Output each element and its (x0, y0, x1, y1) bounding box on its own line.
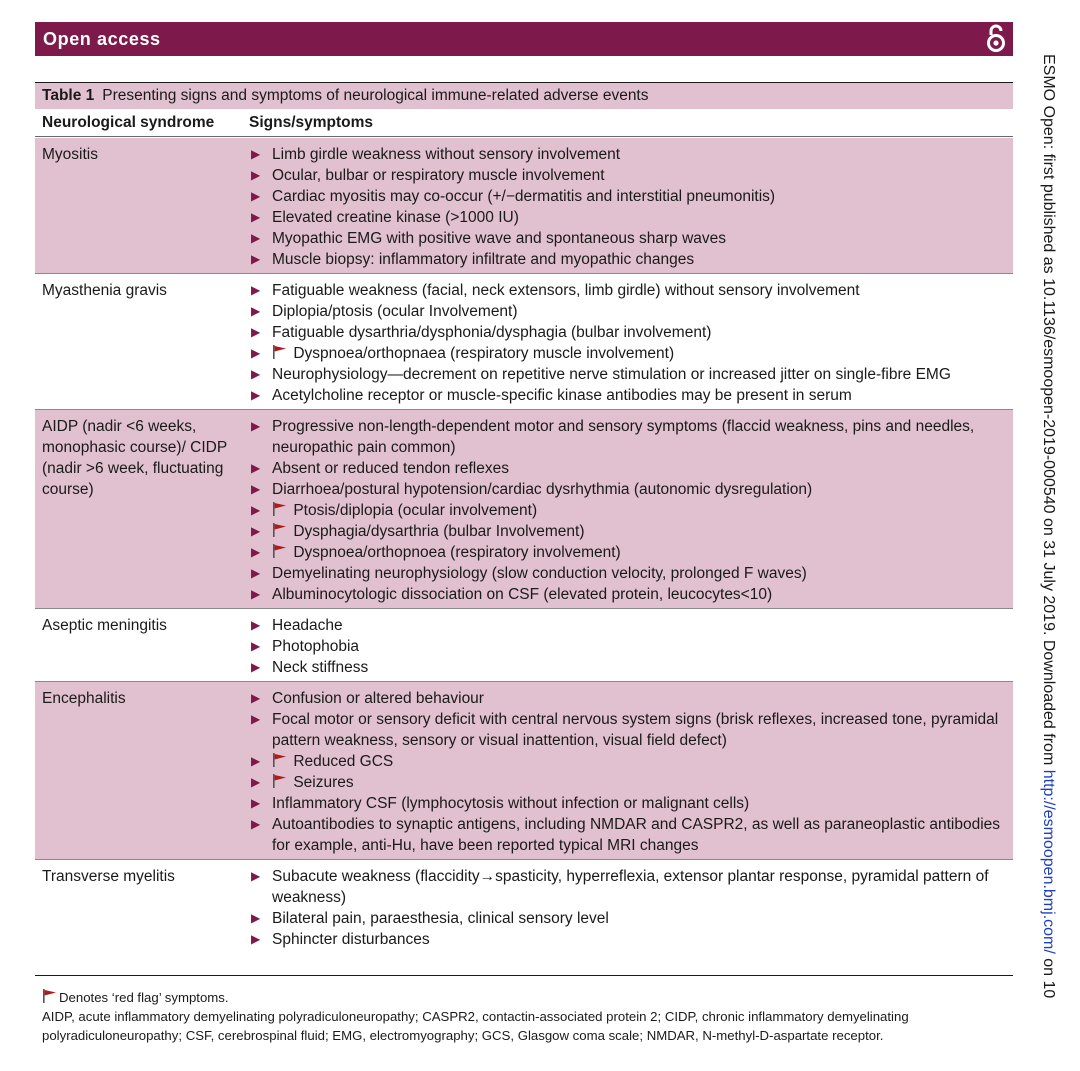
sign-item (249, 500, 1013, 521)
sign-item (249, 343, 1013, 364)
sign-text: Inflammatory CSF (lymphocytosis without infection or malignant cells) (272, 795, 750, 812)
sign-text: Subacute weakness (flaccidity→spasticity, hyperreflexia, extensor plantar response, pyramidal pattern of weakness) (272, 868, 989, 906)
table-column-headers (35, 109, 1013, 137)
sign-text: Limb girdle weakness without sensory involvement (272, 146, 621, 163)
sign-text: Autoantibodies to synaptic antigens, including NMDAR and CASPR2, as well as paraneoplastic antibodies for example, anti-Hu, have been reported typical MRI changes (272, 816, 1001, 854)
triangle-bullet-icon: ▶ (251, 503, 261, 517)
sign-text: Cardiac myositis may co-occur (+/−dermatitis and interstitial pneumonitis) (272, 188, 776, 205)
open-access-icon (985, 24, 1007, 54)
table-body (35, 138, 1013, 953)
syndrome-name: Encephalitis (42, 690, 126, 707)
sign-item (249, 479, 1013, 500)
sign-text: Fatiguable weakness (facial, neck extensors, limb girdle) without sensory involvement (272, 282, 860, 299)
syndrome-name: Aseptic meningitis (42, 617, 167, 634)
sign-text: Dyspnoea/orthopnoea (respiratory involvement) (293, 544, 621, 561)
citation-prefix: ESMO Open: first published as 10.1136/esmoopen-2019-000540 on 31 July 2019. Downloaded from (1040, 54, 1057, 770)
red-flag-icon (272, 774, 288, 788)
triangle-bullet-icon: ▶ (251, 754, 261, 768)
triangle-bullet-icon: ▶ (251, 932, 261, 946)
sign-text: Confusion or altered behaviour (272, 690, 484, 707)
triangle-bullet-icon: ▶ (251, 210, 261, 224)
triangle-bullet-icon: ▶ (251, 566, 261, 580)
sign-text: Neurophysiology—decrement on repetitive nerve stimulation or increased jitter on single-fibre EMG (272, 366, 951, 383)
table-row (35, 274, 1013, 410)
sign-text: Reduced GCS (293, 753, 394, 770)
red-flag-icon (272, 753, 288, 767)
column-header-signs: Signs/symptoms (249, 114, 374, 131)
triangle-bullet-icon: ▶ (251, 283, 261, 297)
sign-item (249, 165, 1013, 186)
red-flag-icon (272, 544, 288, 558)
sign-item (249, 688, 1013, 709)
signs-list (35, 688, 1013, 856)
triangle-bullet-icon: ▶ (251, 346, 261, 360)
triangle-bullet-icon: ▶ (251, 545, 261, 559)
table-row (35, 410, 1013, 609)
footer-divider (35, 975, 1013, 976)
table-row (35, 682, 1013, 860)
table-row (35, 138, 1013, 274)
triangle-bullet-icon: ▶ (251, 367, 261, 381)
sign-item (249, 584, 1013, 605)
triangle-bullet-icon: ▶ (251, 691, 261, 705)
triangle-bullet-icon: ▶ (251, 911, 261, 925)
sign-item (249, 908, 1013, 929)
triangle-bullet-icon: ▶ (251, 587, 261, 601)
table-row (35, 609, 1013, 682)
triangle-bullet-icon: ▶ (251, 168, 261, 182)
triangle-bullet-icon: ▶ (251, 775, 261, 789)
sign-text: Focal motor or sensory deficit with central nervous system signs (brisk reflexes, increased tone, pyramidal pattern weakness, sensory or visual inattention, visual field defect) (272, 711, 999, 749)
sign-text: Ocular, bulbar or respiratory muscle involvement (272, 167, 605, 184)
sign-text: Diplopia/ptosis (ocular Involvement) (272, 303, 518, 320)
sign-item (249, 563, 1013, 584)
sign-text: Progressive non-length-dependent motor and sensory symptoms (flaccid weakness, pins and needles, neuropathic pain common) (272, 418, 975, 456)
sign-item (249, 416, 1013, 458)
sign-text: Headache (272, 617, 343, 634)
syndrome-name: Myositis (42, 146, 98, 163)
sign-item (249, 207, 1013, 228)
sign-item (249, 364, 1013, 385)
syndrome-name: Transverse myelitis (42, 868, 175, 885)
triangle-bullet-icon: ▶ (251, 796, 261, 810)
triangle-bullet-icon: ▶ (251, 388, 261, 402)
sign-text: Ptosis/diplopia (ocular involvement) (293, 502, 538, 519)
triangle-bullet-icon: ▶ (251, 231, 261, 245)
sign-item (249, 636, 1013, 657)
table-footnotes (42, 988, 1002, 1045)
triangle-bullet-icon: ▶ (251, 524, 261, 538)
triangle-bullet-icon: ▶ (251, 189, 261, 203)
sign-text: Sphincter disturbances (272, 931, 430, 948)
sign-item (249, 542, 1013, 563)
triangle-bullet-icon: ▶ (251, 482, 261, 496)
table-label: Table 1 (42, 87, 95, 104)
sign-item (249, 186, 1013, 207)
triangle-bullet-icon: ▶ (251, 639, 261, 653)
sign-text: Seizures (293, 774, 354, 791)
footnote-red-flag (42, 988, 1002, 1007)
triangle-bullet-icon: ▶ (251, 252, 261, 266)
sign-item (249, 657, 1013, 678)
sign-item (249, 228, 1013, 249)
table-caption (35, 82, 1013, 109)
sign-text: Diarrhoea/postural hypotension/cardiac dysrhythmia (autonomic dysregulation) (272, 481, 813, 498)
sign-text: Elevated creatine kinase (>1000 IU) (272, 209, 519, 226)
sign-item (249, 751, 1013, 772)
sign-text: Albuminocytologic dissociation on CSF (elevated protein, leucocytes<10) (272, 586, 773, 603)
sign-item (249, 458, 1013, 479)
vertical-citation-text (1036, 54, 1060, 1054)
triangle-bullet-icon: ▶ (251, 660, 261, 674)
triangle-bullet-icon: ▶ (251, 869, 261, 883)
sign-text: Bilateral pain, paraesthesia, clinical sensory level (272, 910, 609, 927)
sign-text: Neck stiffness (272, 659, 369, 676)
triangle-bullet-icon: ▶ (251, 461, 261, 475)
red-flag-icon (272, 502, 288, 516)
sign-text: Dysphagia/dysarthria (bulbar Involvement) (293, 523, 585, 540)
sign-text: Muscle biopsy: inflammatory infiltrate and myopathic changes (272, 251, 695, 268)
citation-suffix: on 10 (1040, 953, 1057, 999)
sign-item (249, 814, 1013, 856)
triangle-bullet-icon: ▶ (251, 325, 261, 339)
sign-item (249, 249, 1013, 270)
column-header-syndrome: Neurological syndrome (42, 114, 215, 131)
triangle-bullet-icon: ▶ (251, 419, 261, 433)
table-caption-text: Presenting signs and symptoms of neurological immune-related adverse events (102, 87, 649, 104)
header-title: Open access (43, 28, 161, 49)
red-flag-icon (272, 345, 288, 359)
triangle-bullet-icon: ▶ (251, 304, 261, 318)
triangle-bullet-icon: ▶ (251, 817, 261, 831)
sign-item (249, 772, 1013, 793)
sign-item (249, 866, 1013, 908)
red-flag-icon (272, 523, 288, 537)
sign-item (249, 615, 1013, 636)
sign-text: Absent or reduced tendon reflexes (272, 460, 509, 477)
sign-item (249, 301, 1013, 322)
sign-item (249, 280, 1013, 301)
table-row (35, 860, 1013, 953)
sign-text: Dyspnoea/orthopnaea (respiratory muscle involvement) (293, 345, 675, 362)
sign-item (249, 385, 1013, 406)
triangle-bullet-icon: ▶ (251, 618, 261, 632)
sign-item (249, 322, 1013, 343)
sign-text: Myopathic EMG with positive wave and spontaneous sharp waves (272, 230, 727, 247)
sign-item (249, 709, 1013, 751)
triangle-bullet-icon: ▶ (251, 147, 261, 161)
red-flag-icon (42, 989, 58, 1003)
sign-item (249, 144, 1013, 165)
journal-header-bar (35, 22, 1013, 56)
sign-item (249, 929, 1013, 950)
syndrome-name: AIDP (nadir <6 weeks, monophasic course)/ CIDP (nadir >6 week, fluctuating course) (42, 418, 227, 498)
citation-link[interactable]: http://esmoopen.bmj.com/ (1040, 769, 1057, 954)
sign-item (249, 793, 1013, 814)
sign-text: Fatiguable dysarthria/dysphonia/dysphagia (bulbar involvement) (272, 324, 712, 341)
footnote-red-flag-text: Denotes ‘red flag’ symptoms. (59, 990, 229, 1005)
syndrome-name: Myasthenia gravis (42, 282, 167, 299)
sign-item (249, 521, 1013, 542)
triangle-bullet-icon: ▶ (251, 712, 261, 726)
sign-text: Photophobia (272, 638, 360, 655)
sign-text: Demyelinating neurophysiology (slow conduction velocity, prolonged F waves) (272, 565, 807, 582)
sign-text: Acetylcholine receptor or muscle-specific kinase antibodies may be present in serum (272, 387, 852, 404)
footnote-abbreviations: AIDP, acute inflammatory demyelinating polyradiculoneuropathy; CASPR2, contactin-associated protein 2; CIDP, chronic inflammatory demyelinating polyradiculoneuropathy; CSF, cerebrospinal fluid; EMG, electromyography; GCS, Glasgow coma scale; NMDAR, N-methyl-D-aspartate receptor. (42, 1009, 909, 1043)
